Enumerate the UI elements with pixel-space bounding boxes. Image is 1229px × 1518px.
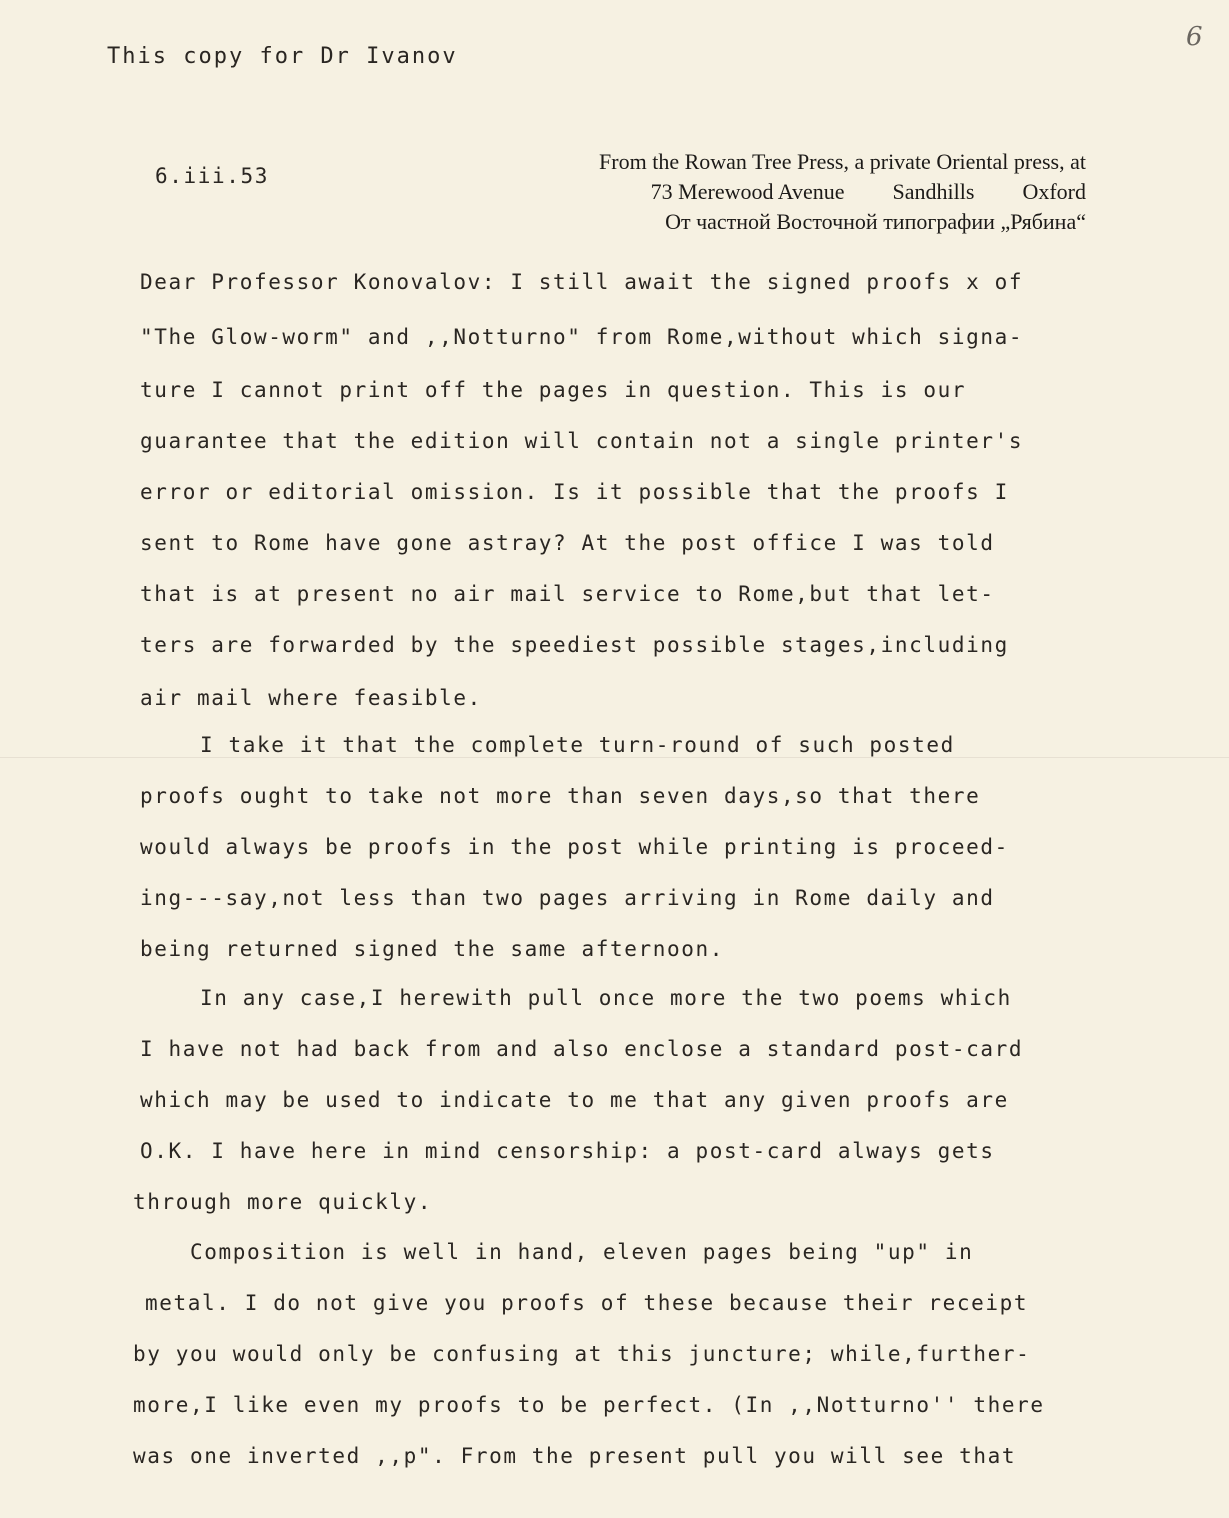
body-line: ing---say,not less than two pages arriving in Rome daily and [140,886,995,910]
body-line: more,I like even my proofs to be perfect. (In ,,Notturno'' there [133,1393,1045,1417]
copy-note: This copy for Dr Ivanov [107,44,458,69]
body-line: through more quickly. [133,1190,433,1214]
body-line: metal. I do not give you proofs of these because their receipt [145,1291,1029,1315]
body-line: was one inverted ,,p". From the present pull you will see that [133,1444,1017,1468]
letterhead-area: Sandhills [892,179,975,204]
body-line: ture I cannot print off the pages in question. This is our [140,378,967,402]
letterhead-address [599,177,1086,207]
body-line: Composition is well in hand, eleven pages being "up" in [190,1240,974,1264]
body-line: O.K. I have here in mind censorship: a post-card always gets [140,1139,995,1163]
letterhead [599,147,1086,237]
body-line: which may be used to indicate to me that any given proofs are [140,1088,1009,1112]
body-line: by you would only be confusing at this juncture; while,further- [133,1342,1031,1366]
body-line: In any case,I herewith pull once more the two poems which [200,986,1012,1010]
body-line: I have not had back from and also enclose a standard post-card [140,1037,1024,1061]
body-line: guarantee that the edition will contain not a single printer's [140,429,1024,453]
letterhead-line-1: From the Rowan Tree Press, a private Oriental press, at [599,149,1086,174]
body-line: being returned signed the same afternoon. [140,937,724,961]
body-line: error or editorial omission. Is it possible that the proofs I [140,480,1009,504]
letterhead-street: 73 Merewood Avenue [650,179,845,204]
page-number: 6 [1186,22,1203,52]
body-line: air mail where feasible. [140,686,482,710]
body-line: Dear Professor Konovalov: I still await the signed proofs x of [140,270,1024,294]
letter-date: 6.iii.53 [155,164,269,188]
letterhead-russian-line: От частной Восточной типографии „Рябина“ [665,209,1086,234]
letterhead-city: Oxford [1022,179,1086,204]
body-line: "The Glow-worm" and ,,Notturno" from Rome,without which signa- [140,325,1024,349]
body-line: would always be proofs in the post while printing is proceed- [140,835,1009,859]
body-line: proofs ought to take not more than seven days,so that there [140,784,981,808]
body-line: I take it that the complete turn-round of such posted [200,733,955,757]
body-line: sent to Rome have gone astray? At the post office I was told [140,531,995,555]
fold-crease [0,757,1229,758]
body-line: ters are forwarded by the speediest possible stages,including [140,633,1009,657]
body-line: that is at present no air mail service to Rome,but that let- [140,582,995,606]
